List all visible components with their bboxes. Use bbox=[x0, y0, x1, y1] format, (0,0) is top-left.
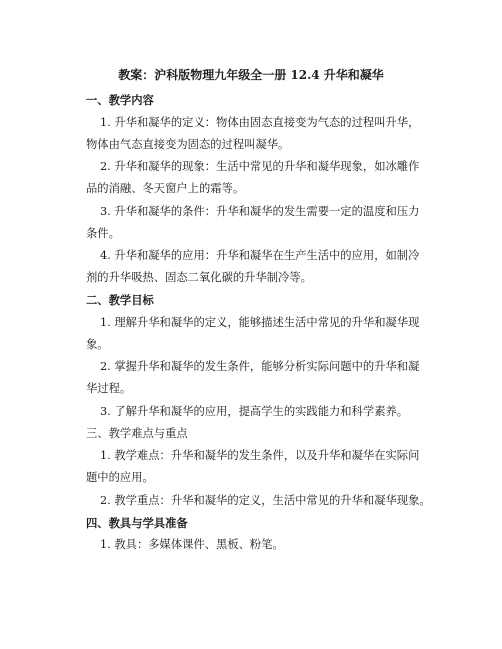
section-heading-difficulties: 三、教学难点与重点 bbox=[86, 427, 188, 440]
paragraph-line: 1. 理解升华和凝华的定义，能够描述生活中常见的升华和凝华现 bbox=[100, 316, 420, 329]
document-title: 教案：沪科版物理九年级全一册 12.4 升华和凝华 bbox=[118, 68, 384, 82]
section-heading-materials: 四、教具与学具准备 bbox=[86, 516, 188, 530]
paragraph-line: 3. 升华和凝华的条件：升华和凝华的发生需要一定的温度和压力 bbox=[100, 205, 420, 218]
section-heading-content: 一、教学内容 bbox=[86, 93, 154, 107]
section-heading-goals: 二、教学目标 bbox=[86, 293, 154, 307]
paragraph-line: 2. 掌握升华和凝华的发生条件，能够分析实际问题中的升华和凝 bbox=[100, 360, 420, 373]
paragraph-line: 1. 升华和凝华的定义：物体由固态直接变为气态的过程叫升华， bbox=[100, 116, 420, 129]
paragraph-line: 条件。 bbox=[86, 227, 120, 240]
paragraph-line: 品的消融、冬天窗户上的霜等。 bbox=[86, 182, 245, 195]
paragraph-line: 4. 升华和凝华的应用：升华和凝华在生产生活中的应用，如制冷 bbox=[100, 249, 420, 262]
paragraph-line: 3. 了解升华和凝华的应用，提高学生的实践能力和科学素养。 bbox=[100, 405, 409, 418]
paragraph-line: 物体由气态直接变为固态的过程叫凝华。 bbox=[86, 138, 290, 151]
paragraph-line: 象。 bbox=[86, 338, 109, 351]
paragraph-line: 1. 教学难点：升华和凝华的发生条件，以及升华和凝华在实际问 bbox=[100, 449, 420, 462]
paragraph-line: 1. 教具：多媒体课件、黑板、粉笔。 bbox=[100, 538, 284, 551]
paragraph-line: 2. 升华和凝华的现象：生活中常见的升华和凝华现象，如冰雕作 bbox=[100, 160, 420, 173]
paragraph-line: 2. 教学重点：升华和凝华的定义，生活中常见的升华和凝华现象。 bbox=[100, 494, 431, 507]
paragraph-line: 题中的应用。 bbox=[86, 471, 154, 484]
paragraph-line: 华过程。 bbox=[86, 382, 132, 395]
paragraph-line: 剂的升华吸热、固态二氧化碳的升华制冷等。 bbox=[86, 271, 312, 284]
